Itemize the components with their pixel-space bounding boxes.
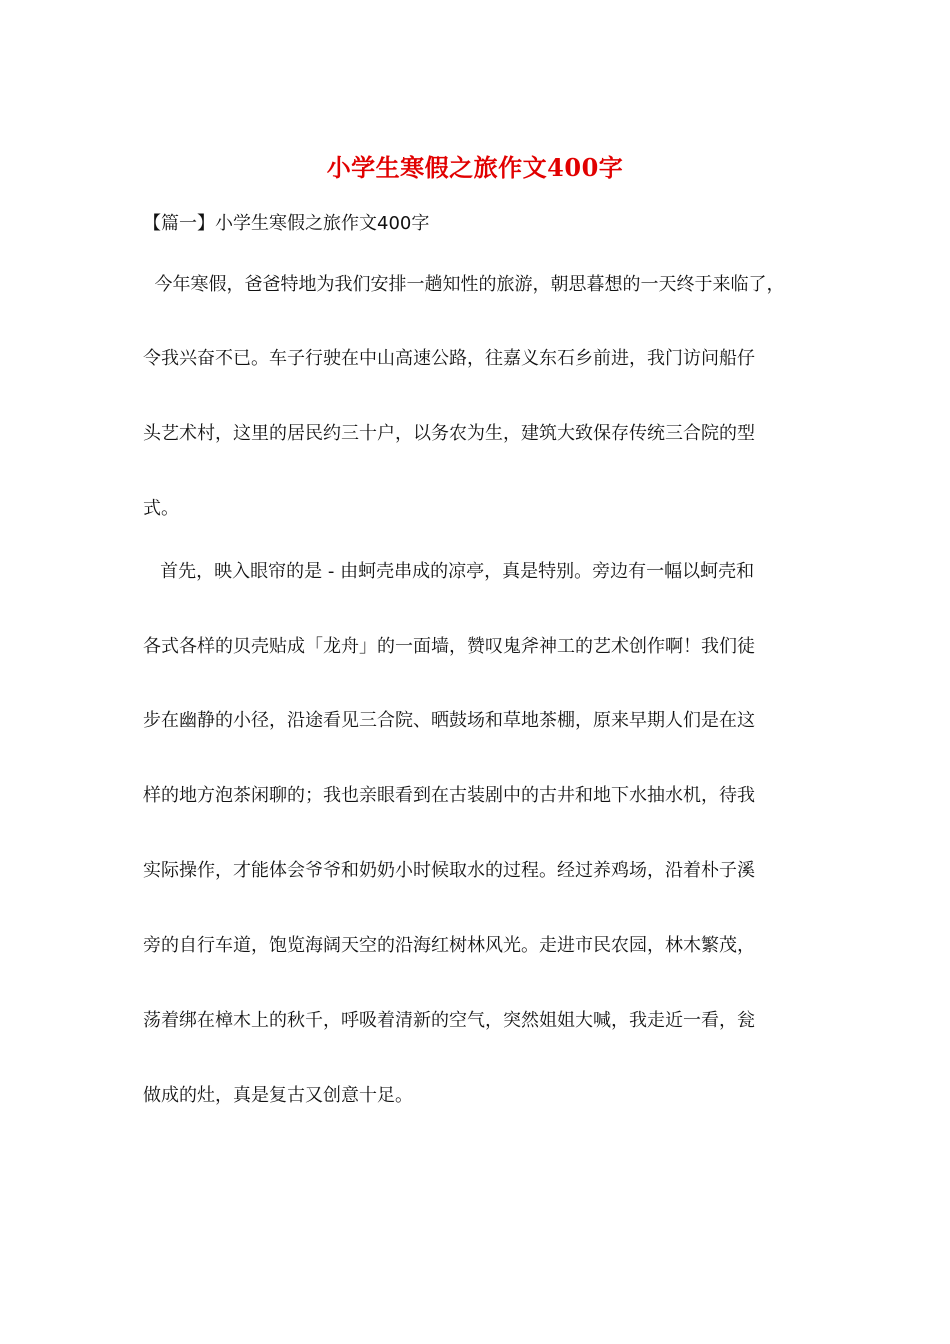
paragraph-line: 今年寒假，爸爸特地为我们安排一趟知性的旅游，朝思暮想的一天终于来临了，: [143, 274, 785, 295]
document-title: 小学生寒假之旅作文400字: [326, 153, 624, 182]
paragraph-line: 式。: [143, 498, 179, 519]
paragraph-line: 旁的自行车道，饱览海阔天空的沿海红树林风光。走进市民农园，林木繁茂，: [143, 935, 755, 956]
paragraph-line: 做成的灶，真是复古又创意十足。: [143, 1085, 413, 1106]
paragraph-line: 各式各样的贝壳贴成「龙舟」的一面墙，赞叹鬼斧神工的艺术创作啊！我们徒: [143, 636, 755, 657]
paragraph-line: 荡着绑在樟木上的秋千，呼吸着清新的空气，突然姐姐大喊，我走近一看，瓮: [143, 1010, 755, 1031]
paragraph-line: 实际操作，才能体会爷爷和奶奶小时候取水的过程。经过养鸡场，沿着朴子溪: [143, 860, 755, 881]
paragraph-line: 步在幽静的小径，沿途看见三合院、晒鼓场和草地茶棚，原来早期人们是在这: [143, 710, 755, 731]
paragraph-line: 首先，映入眼帘的是 - 由蚵壳串成的凉亭，真是特别。旁边有一幅以蚵壳和: [143, 561, 755, 582]
paragraph-line: 令我兴奋不已。车子行驶在中山高速公路，往嘉义东石乡前进，我门访问船仔: [143, 348, 755, 369]
paragraph-line: 头艺术村，这里的居民约三十户，以务农为生，建筑大致保存传统三合院的型: [143, 423, 755, 444]
paragraph-line: 样的地方泡茶闲聊的；我也亲眼看到在古装剧中的古井和地下水抽水机，待我: [143, 785, 755, 806]
section-heading: 【篇一】小学生寒假之旅作文400字: [143, 213, 430, 234]
